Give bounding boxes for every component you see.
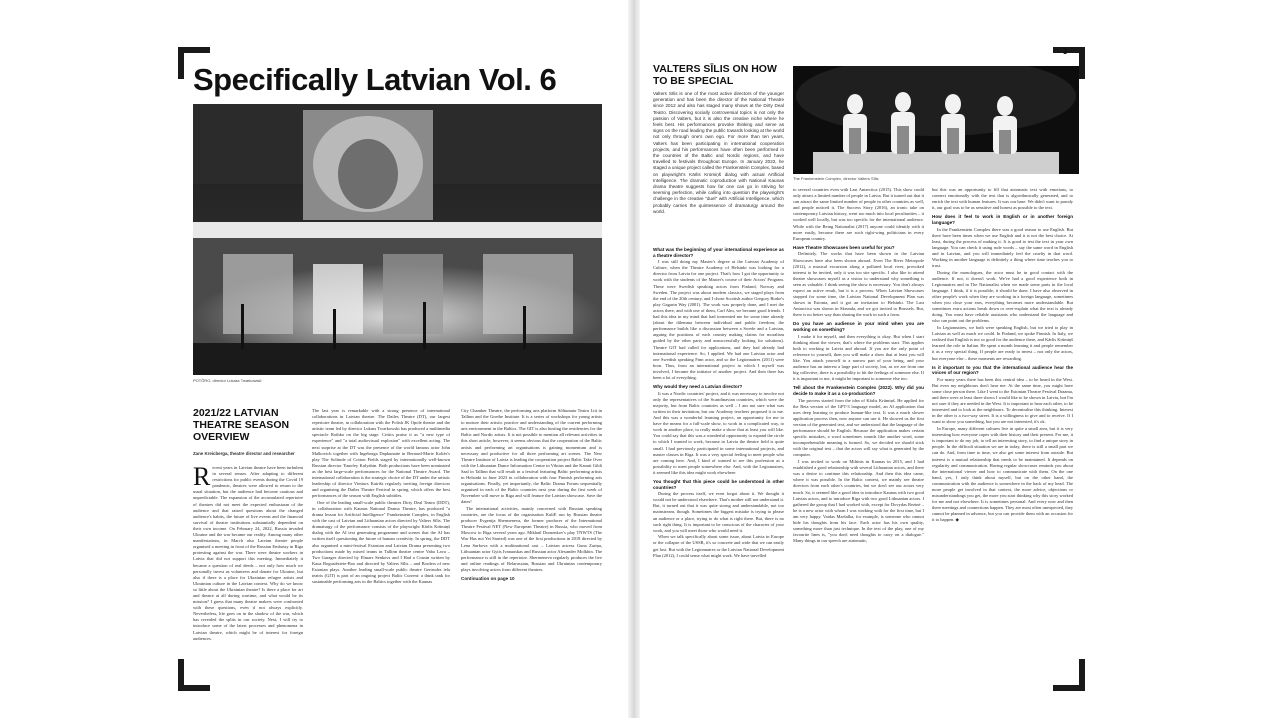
- article-paragraph: One of the leading small-scale public theatres Dirty Deal Teatro (DDT), in collaboration with Kaunas National Drama Theatre, has produced "a drama lesson for Artificial Intelligence" Frankenstein Complex, in English with the cast of Latvian and Lithuanian actors directed by Valters Sīlis. The dramaturgy of the performance consists of the playwright Kārlis Krūmiņš dialog with the AI text generating programme and scenes that the AI has written itself questioning the future of human creativity. In spring, the DDT also organised a mini-festival Estonian and Latvian Drama presenting two productions made by mixed teams in Tallinn theatre centre Vaba Lava – Two Garages directed by Elmars Senkovs and I Had a Cousin written by Kaua Bogustēziete-Boo and directed by Valters Sīlis – and Borders of new Estonian plays. Another leading small-scale public theatre Gertrudes iela teatris (GIT) is part of an ongoing project Baltic Current: a think tank for sustainable performing arts in the Baltics together with the Kaunas: [312, 499, 450, 585]
- stage-photo-right: [793, 66, 1079, 174]
- interview-answer: In Europe, many different cultures live in quite a small area, but it is very interesting how everyone copes with their history and their present. For me, it is important to do my job, to tell an interesting story, to find a unique story in people. In the difficult situation we are in today, there is still a small part we can do. And, from time to time, we also get some interest from outside. But interest is a mutual relationship that needs to be maintained. It depends on regularity and communication. Having regular showcases reminds you about the international viewer and how to communicate with them. On the one hand, yes, I only think about myself, but on the other hand, the communication with the audience is somewhere in the back of my head. The more people get involved in that context, the more advice, objections or misunderstandings you get, the more you start thinking why this story worked for me and not elsewhere. It is sometimes personal. And every now and then there meetings and connections happen. They are most often unexpected, they cannot be planned in advance, but you can provide them with an occasion for it to happen. ◆: [932, 426, 1073, 523]
- interview-answer: For many years there has been this central idea – to be heard in the West. But even my neighbours don't hear me. At the same time, you might have some close person there. Like I went to the Estonian Theatre Festival Draama, and there were at least three shows I would like to be shown in Latvia, but I'm not sure if they are needed in the West. It is important to hear each other, to be interested and to look at the neighbours. To decentralise this thinking. Interest in the other is a two-way street. It is a willingness to give and to receive. If I want to show you something, but you are not interested, it's ok.: [932, 376, 1073, 425]
- article-paragraph: City Chamber Theatre, the performing arts platform Sõltumatu Teatru Liit in Tallinn and the Goethe Institute. It is a series of workshops for young artists to nurture their artistic practice and understanding of the current performing arts environment in the Baltics. The GIT is also hosting the residencies for the Baltic and Nordic artists. It is not possible to mention all relevant activities in this short article; however, it seems obvious that the cooperation of the Baltic artists and performing art organisations is gaining momentum and is necessary and productive for all three performing art scenes. The New Theatre Institute of Latvia is leading the cooperation project Baltic Take Over with the Lithuanian Dance Information Centre in Vilnius and the Kanuti Gildi Saal in Tallinn that will result in a festival featuring Baltic performing artists in Helsinki in June 2023 in collaboration with four Finnish performing arts organisations. Finally, yet importantly, the Baltic Drama Forum sequentially organised in each of the Baltic countries next year during the first week of November will move to Riga and will feature the Latvian showcase. Save the dates!: [461, 408, 602, 505]
- interview-question: Tell about the Frankenstein Complex (2022). Why did you decide to make it as a co-production?: [793, 385, 924, 396]
- interview-intro: [653, 91, 784, 241]
- interview-answer: During the monologues, the actor must be in good contact with the audience. If not, it doesn't work. We've had a good experience both in Legionnaires and in The Nationalist when we made some parts in the local language. I think, if it is possible, it should be done. I have also observed in other people's work when they are working in a foreign language, sometimes when you close your ears, everything becomes more understandable. But sometimes extra actions break down or over-explain what the text is already doing. You must have reliable assistants who understand the language and who can point out the problems.: [932, 269, 1073, 324]
- photo-caption-left: POTÕRO, director Lukass Twarkowski: [193, 378, 262, 383]
- intro-paragraph: Valters Sīlis is one of the most active directors of the younger generation and has been the director of the National Theatre since 2012 and also has staged many shows at the Dirty Deal Teatro. Discovering socially controversial topics is not only the passion of Valters, but it is also the creative niche where he feels best. His performances provoke thinking and serve as signs on the road leading the public towards looking at the world not only through one's own ego. For more than ten years, Valters has been participating in international cooperation projects, and his performances have often been performed in the countries of the Baltic and Nordic regions, and have travelled to festivals throughout Europe. In January 2022, he staged a unique project called the Frankenstein Complex, based on playwright's Kārlis Krūmiņš dialog with actual Artificial Intelligence. The dramatic coproduction with National Kaunas drama theatre suggests how far one can go in striving for seeming perfection, while calling into question the playwright's challenge in the creative "duel" with Artificial Intelligence, which probably carries the quintessence of dramaturgy around the world.: [653, 91, 784, 214]
- actors-on-stage-image: [793, 66, 1079, 174]
- drop-cap: R: [193, 465, 211, 491]
- interview-answer: Definitely. The works that have been shown in the Latvian Showcases have also been shown abroad. Even The River Metropole (2012), a musical excursion along a polluted local river, provoked interest to be invited, only it was too site specific. I also like to attend theatre showcases myself as a visitor to understand why something is seen as valuable. I think seeing the show is necessary. You don't always expect an active result, but it is a process. When Latvian Showcases stopped for some time, the Latvian National Development Plan was shown in Estonia, and it got an invitation to Helsinki. The Last Antarctica was shown in Skrunda, and we got invited to Brussels. But, there is no better way than sharing the work in such a form.: [793, 251, 924, 318]
- article-column-2: [312, 408, 450, 703]
- interview-answer: In Legionnaires, we both were speaking English, but we tried to play in Latvian as well as much we could. In Finland, we spoke Finnish. In Italy, we realised that English is not so good for the audience there, and Kārlis Krūmiņš learned the role in Italian. He spent a month learning it and people remember it as a very special thing. If people are ready to invest – not only the actors, but everyone else – these moments are rewarding.: [932, 325, 1073, 361]
- interview-answer: I was still doing my Master's degree at the Latvian Academy of Culture, when the Theatre Academy of Helsinki was looking for a director from Latvia for one project. That's how I got the opportunity to work with the students of the Master's course of their Actors' Program. These were Swedish speaking actors from Finland, Norway and Sweden. The project was about modern classics, we staged plays from the end of the 20th century, and I chose Scottish author Gregory Burke's play Gagarin Way (2001). The work was properly done, and I met the actors there, and with one of them, Carl Alm, we became good friends. I had this idea in my mind that had tormented me for some time already (about the dilemma between individual and public freedom; the performance builds like a discussion between a Swede and a Latvian, arguing the positions of each country making claims for moralism guided by the other party and unsuccessfully looking for solutions). Theatre GIT had called for applications, and they had already had international experience. So, I applied. We had one Latvian actor and one Swedish speaking Finn actor, and so the Legionnaires (2011) were born. Thus, from an international project in which I myself was involved, I became the initiator of another project. And then there has been a lot of everything.: [653, 259, 784, 380]
- interview-question: Do you have an audience in your mind when you are working on something?: [793, 321, 924, 333]
- interview-question: You thought that this piece could be understood in other countries?: [653, 478, 784, 490]
- article-paragraph: The last year is remarkable with a strong presence of international collaborations in Latvian theatre. The Dailes Theatre (DT), our largest repertoire theatre, in collaboration with the Polish JK Opole theatre and the artistic team led by director Lukass Twarkowski has produced a multimedia spectacle Rothko on the big stage. Critics praise it as "a new type of experience" and "a total audiovisual explosion" with excellent acting. The next surprise at the DT was the presence of the world famous actor John Malkovich together with Ingeborga Dapkunaite in Bernard-Marie Koltès's play The Solitude of Cotton Fields staged by internationally well-known Russian director Timofey Kulyabin. Both productions have been nominated as the best large-scale performances for the National Theatre Award. The international collaboration is the strategic choice of the DT under the artistic leadership of director Viesturs Kairišs regularly inviting foreign directors and organising the Dailes Theatre Festival in spring, which offers the best performances of the season with English subtitles.: [312, 408, 450, 499]
- theatre-facade-image: [193, 104, 602, 375]
- interview-answer: The process started from the idea of Kārlis Krūmiņš. He applied for the Beta version of the GPT-3 language model, an AI application that uses deep learning to produce human-like text. It was a much slower application process then, now anyone can use it. He showed us the first version of the generated text, and we understood that the language of the performance should be English. Because the application makes certain specific mistakes, a word sometimes sounds like another word, some incomprehensible meaning is formed. So, we decided we should stick with the original text – that the actors will say what is generated by the computer.: [793, 397, 924, 458]
- article-column-1: [193, 465, 303, 705]
- article-paragraph: Recent years in Latvian theatre have been turbulent in several senses. After adapting to different restrictions for public events during the Covid 19 pandemic, theatres were allowed to return to the usual situation, but the audience had become cautious and unpredictable. The expansion of the accumulated repertoire of theatres did not meet the expected enthusiasm of the audience and that raised questions about the changed audience's habits, the future of live events and the financial survival of theatre institutions substantially dependent on their own income. On February 24, 2022, Russia invaded Ukraine and the war became our reality. Among many other manifestations, in March also Latvian theatre people organised a meeting in front of the Russian Embassy in Riga protesting against the war. There were theatre workers in Latvia that did not support this meeting. Immediately it became a question of real deeds – not only how much we personally invest as volunteers and donate for Ukraine, but also if there is a place for Ukrainian refugee artists and Ukrainian culture in the Latvian context. Why do we know so little about the Ukrainian theatre? Is there a place for art and theatre at all during wartime, and what would be its mission? I guess that many theatre makers were confronted with these questions, even if not always explicitly. Nevertheless, life goes on in the shadow of the war, which has revealed the splits in our society. Next, I will try to introduce some of the latest processes and phenomena in Latvian theatre, which might be of interest for foreign audiences.: [193, 465, 303, 641]
- interview-column-2: [793, 187, 924, 706]
- interview-column-3: [932, 187, 1073, 706]
- interview-question: What was the beginning of your international experience as a theatre director?: [653, 247, 784, 258]
- article-column-3: [461, 408, 602, 703]
- continuation-note: Continuation on page 10: [461, 576, 515, 582]
- interview-answer: but this was an opportunity to fill that automatic text with emotions, to connect emotionally with the text that is algorithmically generated, and to enrich the text with human features. It was our base. We didn't want to parody it, our goal was to be as sensitive and honest as possible to the text.: [932, 187, 1073, 211]
- book-spine: [628, 0, 640, 718]
- interview-question: How does it feel to work in English or in another foreign language?: [932, 214, 1073, 225]
- section-title-season-overview: 2021/22 LATVIAN THEATRE SEASON OVERVIEW: [193, 407, 290, 443]
- interview-answer: I was invited to work on Miltinis in Kaunas in 2015, and I had established a good relationship with several Lithuanian actors, and there was a desire to continue this relationship. And then this idea came, where it was possible. In the Baltic context, we mainly see theatre directors from each other's countries, but we don't see our actors very much. So, it seemed like a good idea to introduce Kaunas with two good Latvian actors, and to introduce Riga with two good Lithuanian actors. I gathered the group that I had worked with, except for Dovydas Rezinė – he is a new actor with whom I was working with for the first time, but I am very happy. Vaidas Maršalka, for example, is someone who cannot hide his thoughts from his face. Each actor has his own quality, something more than just technique. In the text of the play, one of my favourite lines is, "you don't need thoughts to carry on a dialogue." Many things in our speech are automatic,: [793, 459, 924, 544]
- interview-answer: During the process itself, we even forgot about it. We thought it would not be understood elsewhere. That's mother still not understand it. But, it turned out that it was quite strong and understandable, not too mainstream, though. Sometimes the biggest mistake is trying to please an audience or a place, trying to do what is right there. But, there is no such right thing. It is important to be conscious of the character of your work, and you will meet those who would need it.: [653, 491, 784, 533]
- page-number: 3: [1063, 47, 1068, 56]
- interview-answer: In the Frankenstein Complex there was a good reason to use English. But there have been times when we use English and it is not the best choice. At least, during the process of making it. It is good to test the text in your own language. You can check it using rude words – say the same word in English and in Latvian, and you will immediately feel the cruelty in that word. Working in another language is definitely a thing where time teaches you to trust.: [932, 226, 1073, 269]
- interview-question: Is it important to you that the international audience hear the voices of our region?: [932, 364, 1073, 376]
- section-title-interview: VALTERS SĪLIS ON HOW TO BE SPECIAL: [653, 63, 777, 87]
- interview-question: Why would they need a Latvian director?: [653, 384, 743, 390]
- interview-answer: It was a Nordic countries' project, and it was necessary to involve not only the representatives of the Scandinavian countries, which were the majority, but from Baltic countries as well – I am not sure what was written in their invitation, but our Academy teachers proposed it to me. And this was a wonderful learning project, an opportunity for me to have the means for a full-scale show, to work in a complicated way, to work in another place, to really make a show that at least you will like. You could say that this was a wonderful opportunity to expand the circle to which I wanted to work, because in Latvia the theatre field is quite small. I had previously participated in some international projects, and master classes in Riga. It was a very special feeling to meet people who are coming here. And, I kind of wanted to see this profession as a possibility to meet people somewhere else. And, with the Legionnaires, it seemed like this idea might work elsewhere.: [653, 390, 784, 475]
- photo-caption-right: The Frankenstein Complex, director Valters Sīlis: [793, 176, 879, 181]
- interview-question: Have Theatre Showcases been useful for you?: [793, 244, 895, 250]
- main-title: Specifically Latvian Vol. 6: [193, 62, 557, 97]
- interview-column-1: [653, 244, 784, 706]
- author-byline: Zane Kreicberga, theatre director and researcher: [193, 451, 295, 456]
- interview-answer: When we talk specifically about some issue, about Latvia in Europe or the collapse of the USSR, it's so concrete and wide that we can easily get lost. But with the Legionnaires or the Latvian National Development Plan (2012), I could sense what might work. We have travelled: [653, 534, 784, 558]
- interview-answer: I make it for myself, and then everything is okay. But when I start thinking about the viewer, that's where the problems start. This applies both to working in Latvia and abroad. If you are the only point of reference to yourself, then you will make a show that at least you will like. You attach yourself to a narrow part of your being, and your audience has an interest a large part of society, but, as we are from one big collective, there is a possibility to hit the feelings of someone else. If it is important to me, it might be important to someone else too.: [793, 333, 924, 382]
- interview-answer: to several countries even with Last Antarctica (2015). This show could only attract a limited number of people in Latvia. But it turned out that it can attract the same limited number of people in other countries as well, and people noticed it. The Success Story (2016), an ironic take on contemporary Latvian history, went too much into local peculiarities – it worked well locally, but was too specific for the international audience. While with the Being Nationalist (2017) anyone could identify with it more easily, because there are such right-wing politicians in every European country.: [793, 187, 924, 241]
- stage-photo-left: [193, 104, 602, 375]
- article-paragraph: The international activities, mainly concerned with Russian speaking countries, are the focus of the organisation KultE run by Russian theatre producer Evgenija Shermeneva, the former producer of the International Theatre Festival NET (New European Theatre) in Russia, who moved from Moscow to Riga several years ago. Mikhail Durnenkov's play TNWTS (The War Has not Yet Started) was one of the first productions in 2018 directed by Lena Surkova with a multinational cast – Latvian actress Guna Zariņa, Lithuanian actor Gytis Ivanauskas and Russian actor Alexander Molkhin. The performance is still in the repertoire. Shermeneva regularly produces the live and online readings of Belarussian, Russian and Ukrainian contemporary plays involving actors from different theatres.: [461, 506, 602, 572]
